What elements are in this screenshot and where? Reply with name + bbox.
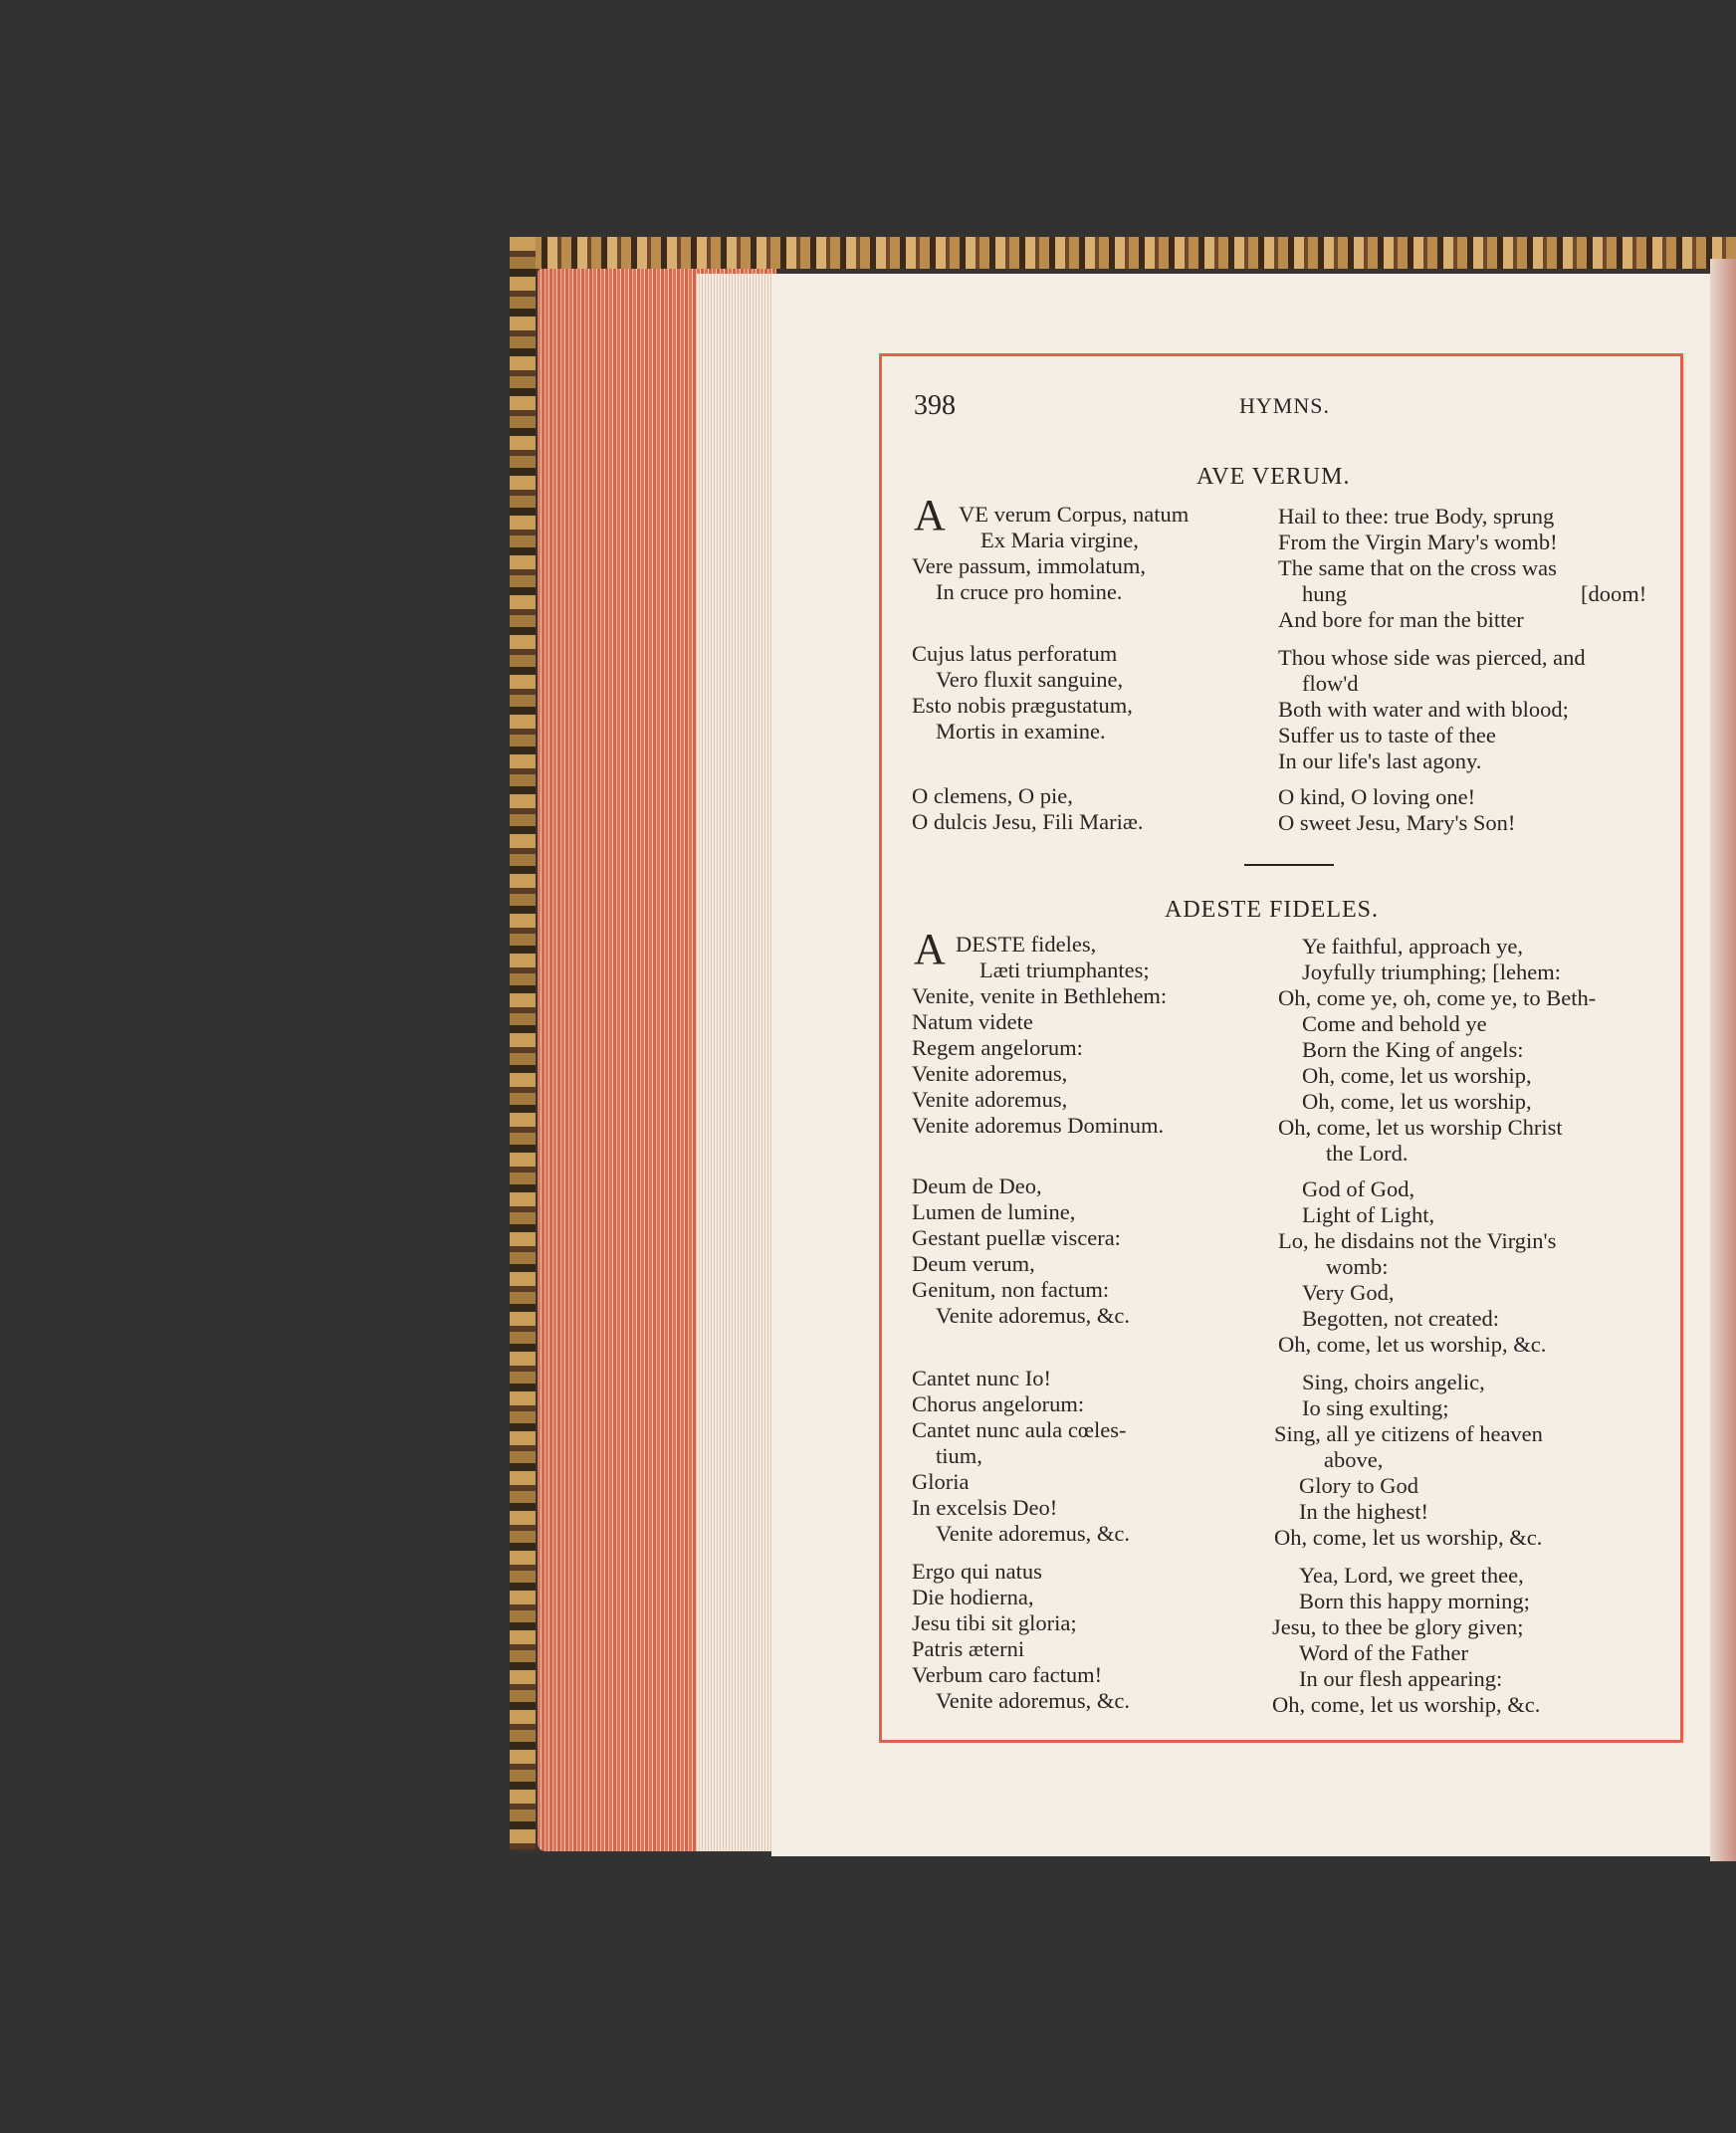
english-line: Suffer us to taste of thee [1278,723,1496,747]
latin-line: VE verum Corpus, natum [959,502,1190,527]
latin-line: Gestant puellæ viscera: [912,1225,1121,1250]
latin-line: Mortis in examine. [936,719,1106,744]
english-line: Oh, come, let us worship, [1302,1063,1532,1088]
latin-line: Venite adoremus Dominum. [912,1113,1165,1138]
english-line: Begotten, not created: [1302,1306,1500,1331]
latin-line: Gloria [912,1469,970,1494]
latin-line: Ex Maria virgine, [980,528,1139,552]
english-line: Word of the Father [1299,1640,1469,1665]
english-line: Oh, come ye, oh, come ye, to Beth- [1278,985,1597,1010]
latin-line: Deum verum, [912,1251,1035,1276]
page-number: 398 [914,390,956,421]
ave-verum-title: AVE VERUM. [1196,464,1351,490]
english-line: Come and behold ye [1302,1011,1487,1036]
latin-line: DESTE fideles, [956,932,1097,957]
english-line: [doom! [1581,581,1647,606]
latin-line: Genitum, non factum: [912,1277,1110,1302]
latin-line: Cantet nunc aula cœles- [912,1417,1127,1442]
latin-line: Venite adoremus, &c. [936,1521,1130,1546]
latin-line: Deum de Deo, [912,1173,1042,1198]
english-line: Born this happy morning; [1299,1589,1530,1613]
latin-line: Venite adoremus, &c. [936,1688,1130,1713]
english-line: In our flesh appearing: [1299,1666,1503,1691]
gilt-top-border [518,237,1736,269]
latin-line: Venite, venite in Bethlehem: [912,983,1168,1008]
latin-line: Vere passum, immolatum, [912,553,1146,578]
english-line: Sing, all ye citizens of heaven [1274,1421,1543,1446]
latin-line: Venite adoremus, &c. [936,1303,1130,1328]
latin-line: Ergo qui natus [912,1559,1042,1584]
english-line: In our life's last agony. [1278,748,1482,773]
english-line: The same that on the cross was [1278,555,1557,580]
latin-line: Chorus angelorum: [912,1391,1085,1416]
english-line: And bore for man the bitter [1278,607,1524,632]
english-line: Thou whose side was pierced, and [1278,645,1586,670]
english-line: Sing, choirs angelic, [1302,1370,1485,1394]
english-line: Jesu, to thee be glory given; [1272,1614,1524,1639]
latin-line: Vero fluxit sanguine, [936,667,1124,692]
latin-line: Jesu tibi sit gloria; [912,1610,1077,1635]
english-line: Hail to thee: true Body, sprung [1278,504,1555,529]
english-line: Oh, come, let us worship, &c. [1274,1525,1543,1550]
english-line: Joyfully triumphing; [lehem: [1302,960,1561,984]
english-line: Io sing exulting; [1302,1395,1449,1420]
english-line: Oh, come, let us worship, &c. [1278,1332,1547,1357]
english-line: the Lord. [1326,1141,1409,1166]
english-line: Oh, come, let us worship Christ [1278,1115,1563,1140]
english-line: Light of Light, [1302,1202,1435,1227]
latin-line: Lumen de lumine, [912,1199,1076,1224]
latin-line: In cruce pro homine. [936,579,1123,604]
english-line: Yea, Lord, we greet thee, [1299,1563,1524,1588]
english-line: womb: [1326,1254,1389,1279]
english-line: Very God, [1302,1280,1395,1305]
latin-line: Cujus latus perforatum [912,641,1118,666]
english-line: Ye faithful, approach ye, [1302,934,1524,959]
english-line: O sweet Jesu, Mary's Son! [1278,810,1516,835]
adeste-fideles-title: ADESTE FIDELES. [1165,897,1379,923]
english-line: Oh, come, let us worship, [1302,1089,1532,1114]
english-line: Both with water and with blood; [1278,697,1569,722]
english-line: Glory to God [1299,1473,1418,1498]
english-line: In the highest! [1299,1499,1428,1524]
gilt-spine-border [510,237,536,1849]
latin-line: Regem angelorum: [912,1035,1083,1060]
page-stack [697,274,776,1851]
latin-line: Die hodierna, [912,1585,1034,1609]
latin-line: Verbum caro factum! [912,1662,1103,1687]
ave-verum-drop-cap: A [914,491,946,539]
english-line: hung [1302,581,1347,606]
latin-line: Cantet nunc Io! [912,1366,1051,1390]
latin-line: O dulcis Jesu, Fili Mariæ. [912,809,1144,834]
latin-line: Læti triumphantes; [979,958,1150,982]
english-line: Born the King of angels: [1302,1037,1524,1062]
latin-line: tium, [936,1443,982,1468]
latin-line: O clemens, O pie, [912,783,1073,808]
english-line: above, [1324,1447,1384,1472]
latin-line: Natum videte [912,1009,1033,1034]
english-line: Lo, he disdains not the Virgin's [1278,1228,1557,1253]
gutter-shadow [1710,259,1736,1861]
latin-line: Patris æterni [912,1636,1025,1661]
running-head: HYMNS. [1239,393,1330,418]
latin-line: Esto nobis prægustatum, [912,693,1133,718]
english-line: God of God, [1302,1176,1415,1201]
adeste-drop-cap: A [914,925,946,973]
english-line: flow'd [1302,671,1359,696]
latin-line: Venite adoremus, [912,1061,1068,1086]
latin-line: Venite adoremus, [912,1087,1068,1112]
latin-line: In excelsis Deo! [912,1495,1058,1520]
section-divider [1244,864,1334,866]
english-line: Oh, come, let us worship, &c. [1272,1692,1541,1717]
english-line: From the Virgin Mary's womb! [1278,530,1558,554]
english-line: O kind, O loving one! [1278,784,1476,809]
